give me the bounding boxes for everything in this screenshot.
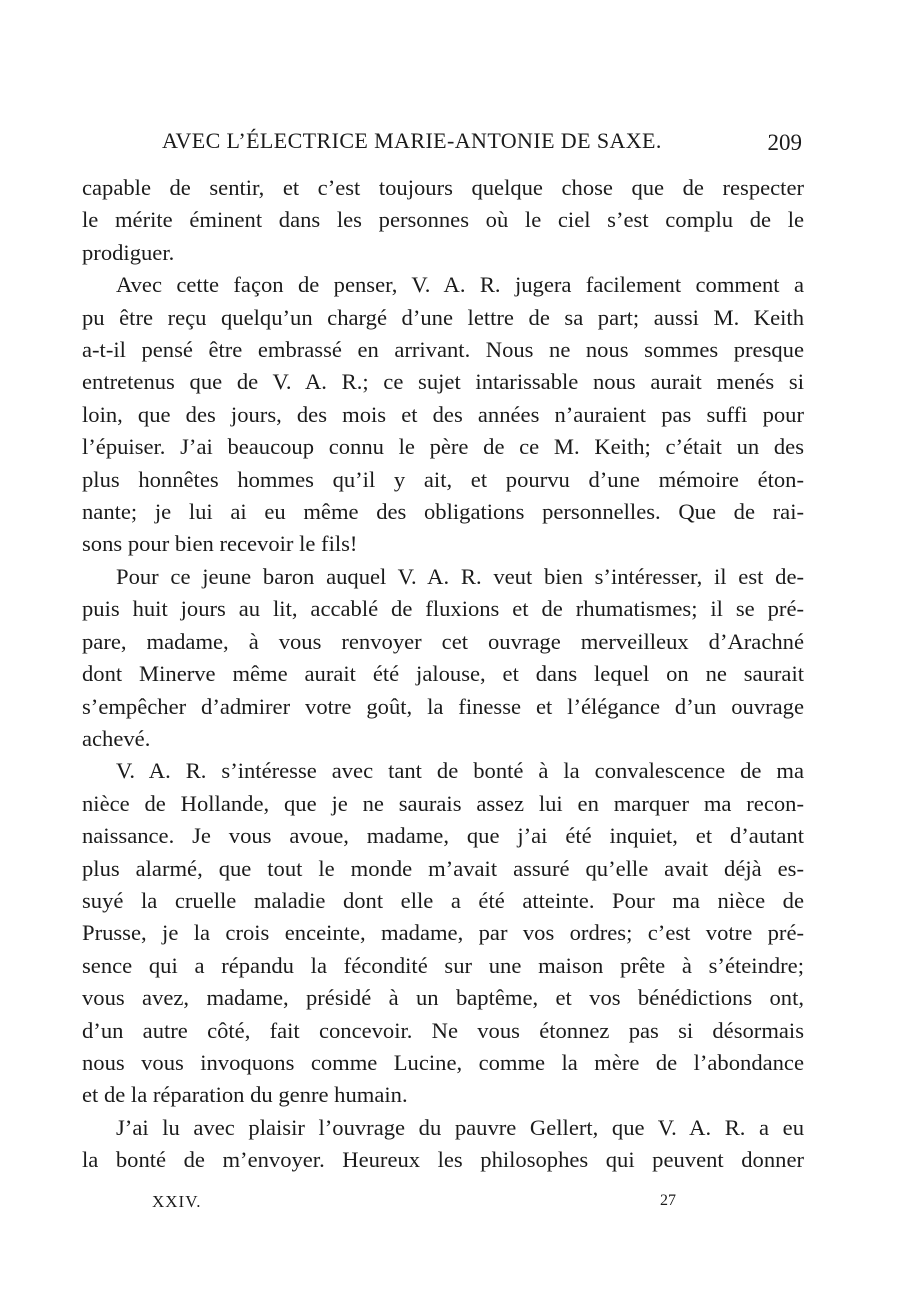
text-line: sons pour bien recevoir le fils! (82, 531, 358, 557)
text-line: loin, que des jours, des mois et des années n’auraient pas suffi pour (82, 401, 804, 427)
text-line: et de la réparation du genre humain. (82, 1082, 408, 1108)
text-line: puis huit jours au lit, accablé de fluxions et de rhumatismes; il se pré- (82, 596, 804, 622)
text-line: prodiguer. (82, 239, 175, 265)
text-line: achevé. (82, 725, 151, 751)
page-body (82, 172, 804, 1177)
text-line: entretenus que de V. A. R.; ce sujet intarissable nous aurait menés si (82, 369, 804, 395)
sheet-number: 27 (660, 1192, 676, 1209)
text-line: Avec cette façon de penser, V. A. R. jugera facilement comment a (116, 272, 804, 298)
signature-mark: XXIV. (152, 1192, 202, 1211)
text-line: le mérite éminent dans les personnes où le ciel s’est complu de le (82, 207, 804, 233)
page-number: 209 (767, 130, 802, 155)
text-line: plus honnêtes hommes qu’il y ait, et pourvu d’une mémoire éton- (82, 466, 804, 492)
text-line: plus alarmé, que tout le monde m’avait assuré qu’elle avait déjà es- (82, 855, 804, 881)
paragraph (82, 755, 804, 1111)
paragraph (82, 172, 804, 269)
text-line: naissance. Je vous avoue, madame, que j’ai été inquiet, et d’autant (82, 823, 804, 849)
text-line: dont Minerve même aurait été jalouse, et dans lequel on ne saurait (82, 661, 804, 687)
page-footer (82, 1192, 804, 1216)
text-line: sence qui a répandu la fécondité sur une maison prête à s’éteindre; (82, 952, 804, 978)
running-head (82, 128, 804, 160)
text-line: a-t-il pensé être embrassé en arrivant. Nous ne nous sommes presque (82, 337, 804, 363)
text-line: nièce de Hollande, que je ne saurais assez lui en marquer ma recon- (82, 790, 804, 816)
paragraph (82, 1112, 804, 1177)
text-line: V. A. R. s’intéresse avec tant de bonté à la convalescence de ma (116, 758, 804, 784)
text-line: pu être reçu quelqu’un chargé d’une lettre de sa part; aussi M. Keith (82, 304, 804, 330)
text-line: nante; je lui ai eu même des obligations personnelles. Que de rai- (82, 499, 804, 525)
text-line: la bonté de m’envoyer. Heureux les philosophes qui peuvent donner (82, 1147, 804, 1173)
text-line: l’épuiser. J’ai beaucoup connu le père de ce M. Keith; c’était un des (82, 434, 804, 460)
paragraph (82, 269, 804, 561)
text-line: d’un autre côté, fait concevoir. Ne vous étonnez pas si désormais (82, 1017, 804, 1043)
paragraph (82, 561, 804, 755)
running-title: AVEC L’ÉLECTRICE MARIE-ANTONIE DE SAXE. (162, 128, 662, 153)
text-line: Pour ce jeune baron auquel V. A. R. veut bien s’intéresser, il est de- (116, 563, 804, 589)
text-line: J’ai lu avec plaisir l’ouvrage du pauvre Gellert, que V. A. R. a eu (116, 1114, 804, 1140)
text-line: capable de sentir, et c’est toujours quelque chose que de respecter (82, 175, 804, 200)
text-line: Prusse, je la crois enceinte, madame, par vos ordres; c’est votre pré- (82, 920, 804, 946)
text-line: pare, madame, à vous renvoyer cet ouvrage merveilleux d’Arachné (82, 628, 804, 654)
text-line: nous vous invoquons comme Lucine, comme la mère de l’abondance (82, 1049, 804, 1075)
text-line: s’empêcher d’admirer votre goût, la finesse et l’élégance d’un ouvrage (82, 693, 804, 719)
text-line: vous avez, madame, présidé à un baptême, et vos bénédictions ont, (82, 985, 804, 1011)
text-line: suyé la cruelle maladie dont elle a été atteinte. Pour ma nièce de (82, 887, 804, 913)
